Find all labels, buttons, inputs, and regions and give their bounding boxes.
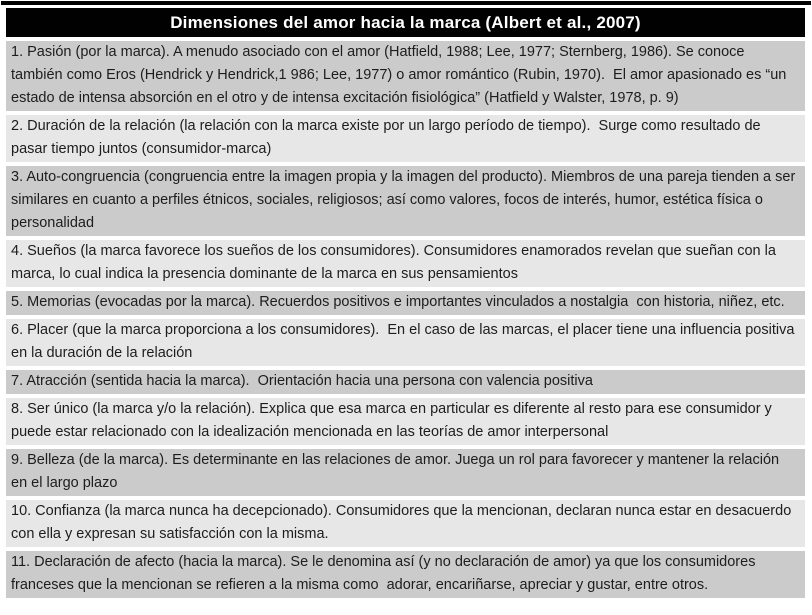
table-row-atraccion: 7. Atracción (sentida hacia la marca). Orientación hacia una persona con valencia positiva — [6, 370, 805, 394]
table-row-duracion: 2. Duración de la relación (la relación con la marca existe por un largo período de tiempo). Surge como resultado de pasar tiempo juntos (consumidor-marca) — [6, 115, 805, 162]
brand-love-dimensions-table — [6, 8, 805, 602]
table-row-confianza: 10. Confianza (la marca nunca ha decepcionado). Consumidores que la mencionan, declaran nunca estar en desacuerdo con ella y expresan su satisfacción con la misma. — [6, 500, 805, 547]
table-row-declaracion-afecto: 11. Declaración de afecto (hacia la marca). Se le denomina así (y no declaración de amor) ya que los consumidores franceses que la mencionan se refieren a la misma como adorar, encariñarse, apreciar y gustar, entre otros. — [6, 551, 805, 598]
top-border-line — [1, 1, 811, 5]
table-row-memorias: 5. Memorias (evocadas por la marca). Recuerdos positivos e importantes vinculados a nostalgia con historia, niñez, etc. — [6, 291, 805, 315]
table-row-placer: 6. Placer (que la marca proporciona a los consumidores). En el caso de las marcas, el placer tiene una influencia positiva en la duración de la relación — [6, 319, 805, 366]
table-title: Dimensiones del amor hacia la marca (Albert et al., 2007) — [6, 8, 805, 37]
table-row-belleza: 9. Belleza (de la marca). Es determinante en las relaciones de amor. Juega un rol para favorecer y mantener la relación en el largo plazo — [6, 449, 805, 496]
table-row-suenos: 4. Sueños (la marca favorece los sueños de los consumidores). Consumidores enamorados revelan que sueñan con la marca, lo cual indica la presencia dominante de la marca en sus pensamientos — [6, 240, 805, 287]
table-row-ser-unico: 8. Ser único (la marca y/o la relación). Explica que esa marca en particular es diferente al resto para ese consumidor y puede estar relacionado con la idealización mencionada en las teorías de amor interpersonal — [6, 398, 805, 445]
table-row-pasion: 1. Pasión (por la marca). A menudo asociado con el amor (Hatfield, 1988; Lee, 1977; Sternberg, 1986). Se conoce también como Eros (Hendrick y Hendrick,1 986; Lee, 1977) o amor romántico (Rubin, 1970). El amor apasionado es “un estado de intensa absorción en el otro y de intensa excitación fisiológica” (Hatfield y Walster, 1978, p. 9) — [6, 41, 805, 111]
table-row-autocongruencia: 3. Auto-congruencia (congruencia entre la imagen propia y la imagen del producto). Miembros de una pareja tienden a ser similares en cuanto a perfiles étnicos, sociales, religiosos; así como valores, focos de interés, humor, estética física o personalidad — [6, 166, 805, 236]
